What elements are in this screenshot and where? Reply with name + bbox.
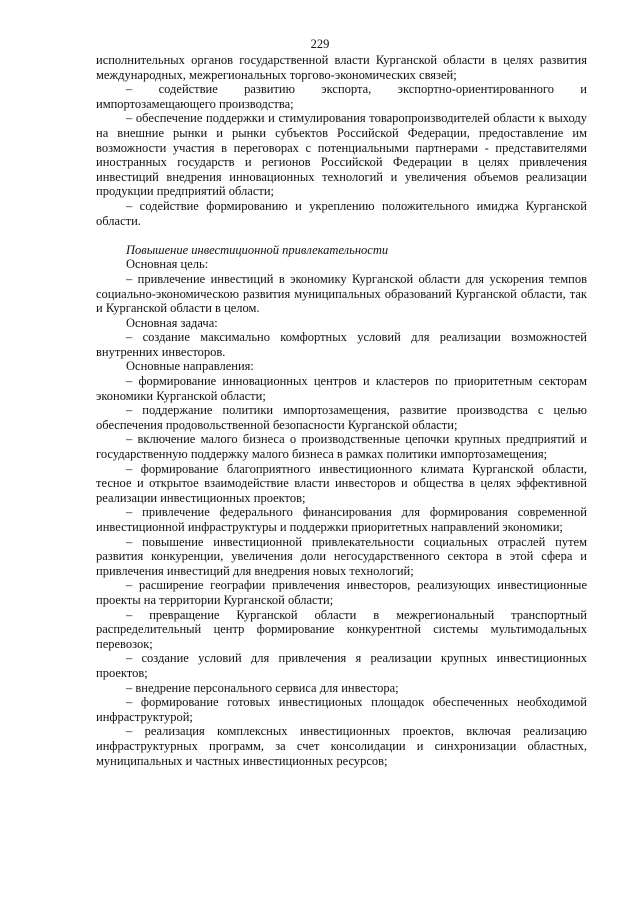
- direction-item: – формирование инновационных центров и кластеров по приоритетным секторам экономики Курганской области;: [96, 374, 587, 403]
- direction-item: – формирование благоприятного инвестиционного климата Курганской области, тесное и открытое взаимодействие власти инвесторов и общества в целях эффективной реализации инвестиционных проектов;: [96, 461, 587, 505]
- goal-text: – привлечение инвестиций в экономику Курганской области для ускорения темпов социально-экономическою развития муниципальных образований Курганской области, так и Курганской области в целом.: [96, 271, 587, 316]
- paragraph-export: – содействие развитию экспорта, экспортно-ориентированного и импортозамещающего производства;: [96, 82, 587, 111]
- direction-item: – формирование готовых инвестиционых площадок обеспеченных необходимой инфраструктурой;: [96, 695, 587, 724]
- document-body: [96, 53, 587, 768]
- direction-item: – создание условий для привлечения я реализации крупных инвестиционных проектов;: [96, 651, 587, 680]
- direction-item: – расширение географии привлечения инвесторов, реализующих инвестиционные проекты на территории Курганской области;: [96, 578, 587, 607]
- task-text: – создание максимально комфортных условий для реализации возможностей внутренних инвесторов.: [96, 330, 587, 359]
- goal-label: Основная цель:: [126, 257, 209, 272]
- direction-item: – превращение Курганской области в межрегиональный транспортный распределительный центр формирование конкурентной системы мультимодальных перевозок;: [96, 607, 587, 651]
- direction-item: – привлечение федерального финансирования для формирования современной инвестиционной инфраструктуры и поддержки приоритетных направлений экономики;: [96, 505, 587, 534]
- paragraph-producers-support: – обеспечение поддержки и стимулирования товаропроизводителей области к выходу на внешние рынки и рынки субъектов Российской Федерации, предоставление им возможности участия в переговорах с потенциальными партнерами - представителями иностранных государств и регионов Российской Федерации в целях привлечения инвестиций внедрения инновационных технологий и увеличения объемов реализации продукции предприятий области;: [96, 111, 587, 199]
- direction-item: – внедрение персонального сервиса для инвестора;: [126, 680, 399, 695]
- paragraph-continuation: исполнительных органов государственной власти Курганской области в целях развития международных, межрегиональных торгово-экономических связей;: [96, 53, 587, 82]
- direction-item: – поддержание политики импортозамещения, развитие производства с целью обеспечения продовольственной безопасности Курганской области;: [96, 403, 587, 432]
- direction-item: – повышение инвестиционной привлекательности социальных отраслей путем развития конкуренции, увеличения доли негосударственного сектора в этой сфера и привлечения инвестиций для внедрения новых технологий;: [96, 534, 587, 578]
- paragraph-image: – содействие формированию и укреплению положительного имиджа Курганской области.: [96, 198, 587, 228]
- task-label: Основная задача:: [126, 315, 218, 330]
- section-heading: Повышение инвестиционной привлекательности: [126, 242, 389, 257]
- direction-item: – включение малого бизнеса о производственные цепочки крупных предприятий и государственную поддержку малого бизнеса в рамках политики импортозамещения;: [96, 432, 587, 462]
- page-number: 229: [310, 37, 330, 51]
- directions-label: Основные направления:: [126, 359, 254, 374]
- direction-item: – реализация комплексных инвестиционных проектов, включая реализацию инфраструктурных программ, за счет консолидации и синхронизации областных, муниципальных и частных инвестиционных ресурсов;: [96, 724, 587, 768]
